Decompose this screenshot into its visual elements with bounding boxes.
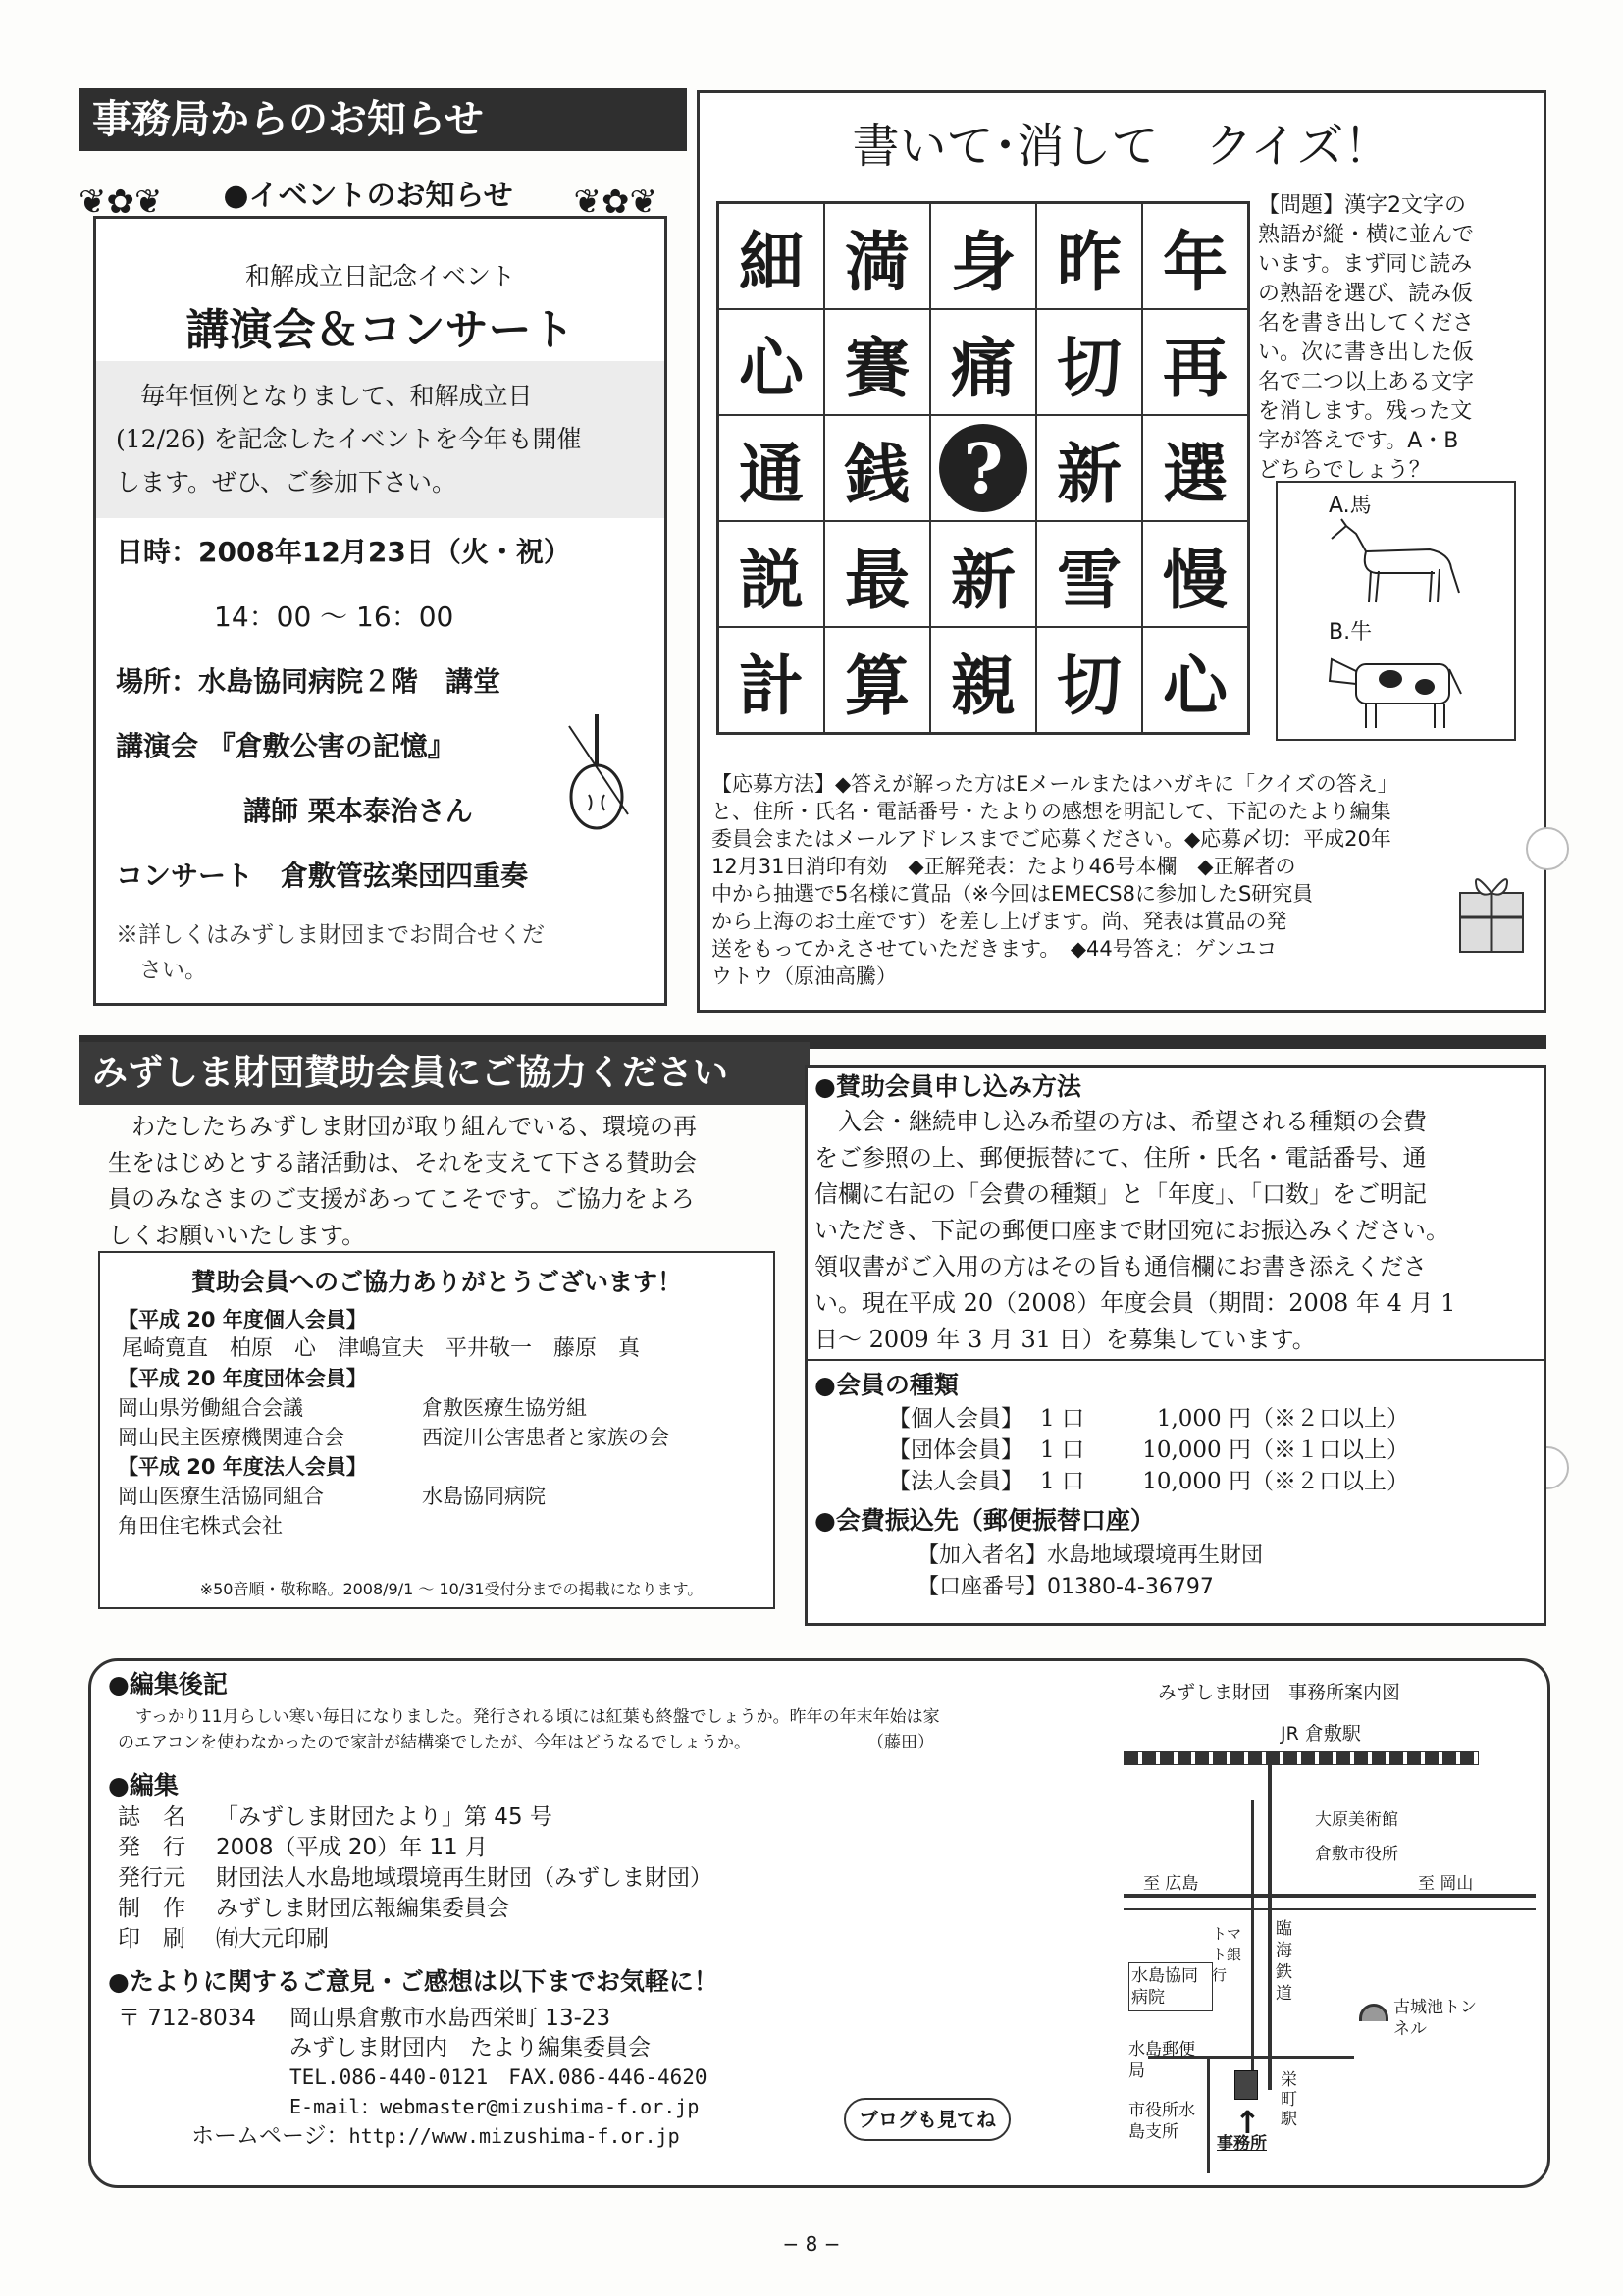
- contact-heading: ●たよりに関するご意見・ご感想は以下までお気軽に！: [108, 1967, 718, 1996]
- quiz-cell: 心: [718, 309, 824, 415]
- fee-amount: 1,000 円: [1156, 1406, 1251, 1432]
- quiz-title: 書いて･消して クイズ！: [852, 119, 1391, 174]
- map-branch-office: 市役所水島支所: [1128, 2101, 1195, 2142]
- quiz-grid: [716, 201, 1250, 735]
- edit-label: 誌 名: [118, 1804, 185, 1830]
- map-city-hall: 倉敷市役所: [1315, 1845, 1398, 1864]
- office-arrow-icon: ↑: [1234, 2104, 1261, 2141]
- address2: みずしま財団内 たより編集委員会: [289, 2035, 651, 2061]
- question-line: を消します。残った文: [1258, 399, 1473, 424]
- question-line: の熟語を選び、読み仮: [1258, 282, 1474, 306]
- notice-header: [79, 88, 687, 151]
- event-datetime: 日時：2008年12月23日（火・祝）: [116, 536, 571, 568]
- quiz-options-box: [1276, 481, 1516, 741]
- quiz-cell: 痛: [930, 309, 1036, 415]
- question-line: 熟語が縦・横に並んで: [1258, 223, 1475, 247]
- corp-label: 【平成 20 年度法人会員】: [118, 1455, 367, 1479]
- quiz-cell: 雪: [1036, 521, 1142, 627]
- member-list: [118, 1305, 765, 1540]
- fee-table: [888, 1403, 1536, 1497]
- edit-row: [118, 1833, 864, 1863]
- quiz-cell: 昨: [1036, 203, 1142, 309]
- apply-divider: [808, 1359, 1544, 1361]
- note-line-2: さい。: [139, 958, 207, 983]
- quiz-cell: 計: [718, 627, 824, 733]
- quiz-cell: 心: [1142, 627, 1248, 733]
- quiz-cell: 切: [1036, 627, 1142, 733]
- option-a-label: A.馬: [1329, 494, 1372, 518]
- edit-value: 2008（平成 20）年 11 月: [216, 1835, 488, 1860]
- fee-unit: 1 口: [1040, 1469, 1084, 1494]
- postscript: [118, 1704, 1089, 1755]
- punch-hole: [1526, 827, 1569, 870]
- quiz-question: [1258, 191, 1538, 486]
- map-rinkai-label: 臨海鉄道: [1276, 1919, 1292, 2004]
- map-hospital: 水島協同病院: [1128, 1962, 1213, 2011]
- apply-line: 中から抽選で5名様に賞品（※今回はEMECS8に参加したS研究員: [711, 882, 1314, 906]
- apply-line: 委員会またはメールアドレスまでご応募ください。◆応募〆切：平成20年: [711, 827, 1391, 851]
- quiz-apply: [711, 770, 1541, 990]
- fee-amount: 10,000 円: [1142, 1437, 1251, 1463]
- quiz-cell: 最: [824, 521, 930, 627]
- question-line: 名で二つ以上ある文字: [1258, 370, 1475, 394]
- event-heading-text: ●イベントのお知らせ: [223, 179, 513, 213]
- account-number: 【口座番号】01380-4-36797: [917, 1575, 1214, 1599]
- apply-line: ウトウ（原油高騰）: [711, 965, 897, 988]
- quiz-cell: 身: [930, 203, 1036, 309]
- individual-label: 【平成 20 年度個人会員】: [118, 1308, 367, 1331]
- edit-label: 制 作: [118, 1896, 185, 1921]
- notice-header-text: 事務局からのお知らせ: [92, 97, 484, 142]
- event-title: 講演会＆コンサート: [185, 305, 575, 355]
- edit-row: [118, 1802, 864, 1833]
- event-concert: コンサート 倉敷管弦楽団四重奏: [116, 860, 529, 892]
- address: 岡山県倉敷市水島西栄町 13-23: [289, 2006, 611, 2031]
- telfax: TEL.086-440-0121 FAX.086-446-4620: [289, 2065, 707, 2089]
- quiz-cell: 新: [930, 521, 1036, 627]
- edit-row: [118, 1924, 864, 1955]
- apply-line: と、住所・氏名・電話番号・たよりの感想を明記して、下記のたより編集: [711, 800, 1391, 823]
- map-to-okayama: 至 岡山: [1418, 1874, 1474, 1894]
- question-line: どちらでしょう？: [1258, 458, 1431, 483]
- payee-name: 【加入者名】水島地域環境再生財団: [917, 1543, 1264, 1568]
- quiz-cell: 説: [718, 521, 824, 627]
- apply-body-line: 領収書がご入用の方はその旨も通信欄にお書き添えくださ: [814, 1253, 1427, 1280]
- event-lecture: 講演会 『倉敷公害の記憶』: [116, 730, 455, 762]
- edit-label: 発行元: [118, 1865, 185, 1891]
- apply-method-body: [814, 1104, 1541, 1358]
- event-subtitle: 和解成立日記念イベント: [244, 262, 515, 290]
- quiz-cell: 算: [824, 627, 930, 733]
- edit-value: みずしま財団広報編集委員会: [216, 1896, 509, 1921]
- fee-row: [888, 1466, 1536, 1497]
- gift-icon: [1452, 863, 1531, 957]
- holly-right-icon: ❦✿❦: [573, 183, 657, 222]
- group-row-2: [118, 1423, 765, 1452]
- support-header-text: みずしま財団賛助会員にご協力ください: [92, 1053, 729, 1093]
- fee-type: 【法人会員】: [888, 1469, 1023, 1494]
- edit-row: [118, 1894, 864, 1924]
- map-office: 事務所: [1217, 2134, 1267, 2154]
- holly-left-icon: ❦✿❦: [79, 183, 163, 222]
- quiz-cell: 通: [718, 415, 824, 521]
- map-road-main: [1251, 1800, 1254, 2090]
- event-lecturer: 講師 栗本泰治さん: [243, 795, 473, 827]
- postscript-line: すっかり11月らしい寒い毎日になりました。発行される頃には紅葉も終盤でしょうか。昨年の年末年始は家: [135, 1707, 940, 1727]
- edit-row: [118, 1863, 864, 1894]
- corp-row-1: [118, 1482, 765, 1511]
- support-intro: [108, 1109, 795, 1254]
- intro-line-1: 毎年恒例となりまして、和解成立日: [140, 382, 533, 410]
- group-member: 岡山民主医療機関連合会: [118, 1426, 344, 1449]
- edit-value: 財団法人水島地域環境再生財団（みずしま財団）: [216, 1865, 712, 1891]
- postal-address: [118, 2004, 1001, 2033]
- map-rail-rinkai: [1268, 1756, 1272, 2090]
- office-map: [1089, 1668, 1541, 2154]
- apply-body-line: い。現在平成 20（2008）年度会員（期間：2008 年 4 月 1: [814, 1289, 1456, 1317]
- postscript-line: のエアコンを使わなかったので家計が結構楽でしたが、今年はどうなるでしょうか。 （藤田）: [118, 1733, 934, 1752]
- intro-line-2: (12/26) を記念したイベントを今年も開催: [116, 425, 582, 453]
- fee-type: 【個人会員】: [888, 1406, 1023, 1432]
- transfer-heading: ●会費振込先（郵便振替口座）: [814, 1506, 1155, 1535]
- fee-row: [888, 1435, 1536, 1466]
- event-intro: [116, 375, 665, 504]
- fee-amount: 10,000 円: [1142, 1469, 1251, 1494]
- apply-body-line: 入会・継続申し込み希望の方は、希望される種類の会費: [838, 1108, 1427, 1135]
- intro-line-3: します。ぜひ、ご参加下さい。: [116, 468, 457, 496]
- apply-line: 【応募方法】◆答えが解った方はEメールまたはハガキに「クイズの答え」: [711, 772, 1398, 796]
- support-intro-line: 員のみなさまのご支援があってこそです。ご協力をよろ: [108, 1185, 695, 1213]
- question-line: い。次に書き出した仮: [1258, 340, 1475, 365]
- apply-body-line: をご参照の上、郵便振替にて、住所・氏名・電話番号、通: [814, 1144, 1427, 1172]
- office-marker-icon: [1234, 2070, 1258, 2100]
- fee-note: （※１口以上）: [1251, 1437, 1409, 1463]
- group-member: 西淀川公害患者と家族の会: [422, 1426, 669, 1449]
- homepage-label: ホームページ：: [191, 2123, 349, 2149]
- event-place: 場所：水島協同病院２階 講堂: [116, 665, 501, 698]
- edit-label: 発 行: [118, 1835, 185, 1860]
- individual-names: 尾崎寛直 柏原 心 津嶋宣夫 平井敬一 藤原 真: [122, 1336, 641, 1361]
- apply-body-line: 日〜 2009 年 3 月 31 日）を募集しています。: [814, 1326, 1316, 1353]
- fee-row: [888, 1403, 1536, 1435]
- question-line: 名を書き出してくださ: [1258, 311, 1475, 336]
- support-intro-line: しくお願いいたします。: [108, 1222, 366, 1249]
- map-post-office: 水島郵便局: [1128, 2040, 1195, 2081]
- apply-method-heading: ●賛助会員申し込み方法: [814, 1072, 1081, 1101]
- map-ohara: 大原美術館: [1315, 1810, 1398, 1830]
- postal-code: 〒 712-8034: [118, 2006, 257, 2031]
- corp-row-2: 角田住宅株式会社: [118, 1514, 283, 1538]
- blog-bubble[interactable]: [844, 2098, 1011, 2141]
- apply-line: 12月31日消印有効 ◆正解発表：たより46号本欄 ◆正解者の: [711, 855, 1296, 878]
- quiz-cell: 年: [1142, 203, 1248, 309]
- blog-bubble-text: ブログも見てね: [859, 2108, 996, 2131]
- fee-note: （※２口以上）: [1251, 1469, 1409, 1494]
- support-intro-line: 生をはじめとする諸活動は、それを支えて下さる賛助会: [108, 1149, 697, 1176]
- group-label: 【平成 20 年度団体会員】: [118, 1367, 367, 1390]
- support-header: [79, 1042, 810, 1105]
- quiz-cell: 切: [1036, 309, 1142, 415]
- map-jr-station: JR 倉敷駅: [1281, 1723, 1361, 1745]
- quiz-cell: 銭: [824, 415, 930, 521]
- event-note: [116, 917, 665, 988]
- group-member: 倉敷医療生協労組: [422, 1396, 587, 1420]
- edit-heading: ●編集: [108, 1771, 179, 1800]
- question-line: います。まず同じ読み: [1258, 252, 1473, 277]
- question-line: 字が答えです。A・B: [1258, 429, 1459, 453]
- fee-heading: ●会員の種類: [814, 1371, 959, 1399]
- page-number: − 8 −: [782, 2232, 841, 2256]
- map-road-east-west: [1124, 1894, 1536, 1898]
- edit-value: ㈲大元印刷: [216, 1926, 329, 1952]
- edit-label: 印 刷: [118, 1926, 185, 1952]
- map-to-hiroshima: 至 広島: [1143, 1874, 1199, 1894]
- fee-note: （※２口以上）: [1251, 1406, 1409, 1432]
- thanks-title: 賛助会員へのご協力ありがとうございます！: [190, 1268, 682, 1296]
- edit-rows: [118, 1802, 864, 1955]
- map-kojo-tunnel: 古城池トンネル: [1393, 1998, 1477, 2039]
- map-tomato-bank: トマト銀行: [1212, 1925, 1242, 1984]
- note-line-1: ※詳しくはみずしま財団までお問合せくだ: [116, 922, 545, 948]
- event-heading: [59, 175, 677, 243]
- postscript-heading: ●編集後記: [108, 1670, 228, 1698]
- quiz-cell: [930, 415, 1036, 521]
- quiz-cell: 満: [824, 203, 930, 309]
- quiz-cell: 選: [1142, 415, 1248, 521]
- apply-line: から上海のお土産です）を差し上げます。尚、発表は賞品の発: [711, 910, 1287, 933]
- quiz-cell: 新: [1036, 415, 1142, 521]
- group-row-1: [118, 1393, 765, 1423]
- option-b-label: B.牛: [1329, 620, 1373, 645]
- quiz-cell: 再: [1142, 309, 1248, 415]
- group-member: 岡山県労働組合会議: [118, 1396, 303, 1420]
- transfer-info: [917, 1540, 1263, 1603]
- quiz-cell: 細: [718, 203, 824, 309]
- question-mark-icon: ?: [939, 424, 1027, 512]
- quiz-cell: 慢: [1142, 521, 1248, 627]
- corp-member: 水島協同病院: [422, 1485, 546, 1508]
- member-footnote: ※50音順・敬称略。2008/9/1 〜 10/31受付分までの掲載になります。: [199, 1580, 704, 1598]
- support-intro-line: わたしたちみずしま財団が取り組んでいる、環境の再: [131, 1113, 697, 1140]
- corp-member: 岡山医療生活協同組合: [118, 1485, 324, 1508]
- map-sakae-station: 栄町駅: [1281, 2070, 1297, 2129]
- event-time: 14：00 〜 16：00: [214, 600, 454, 633]
- horse-icon: [1322, 514, 1469, 607]
- email-link[interactable]: E-mail：webmaster@mizushima-f.or.jp: [289, 2095, 700, 2118]
- map-rail-jr: [1124, 1751, 1479, 1765]
- quiz-cell: 賽: [824, 309, 930, 415]
- cow-icon: [1322, 640, 1469, 733]
- map-road-east-west-2: [1124, 1908, 1536, 1910]
- quiz-cell: 親: [930, 627, 1036, 733]
- apply-body-line: いただき、下記の郵便口座まで財団宛にお振込みください。: [814, 1217, 1450, 1244]
- question-line: 【問題】漢字2文字の: [1258, 193, 1466, 218]
- violin-icon: [559, 706, 638, 834]
- fee-type: 【団体会員】: [888, 1437, 1023, 1463]
- apply-line: 送をもってかえさせていただきます。 ◆44号答え：ゲンユコ: [711, 937, 1278, 961]
- fee-unit: 1 口: [1040, 1406, 1084, 1432]
- map-road-lower-2: [1207, 2056, 1210, 2173]
- homepage-link[interactable]: http://www.mizushima-f.or.jp: [348, 2124, 680, 2148]
- tunnel-icon: [1359, 2004, 1388, 2021]
- fee-unit: 1 口: [1040, 1437, 1084, 1463]
- map-title: みずしま財団 事務所案内図: [1158, 1682, 1401, 1703]
- edit-value: 「みずしま財団たより」第 45 号: [216, 1804, 552, 1830]
- apply-body-line: 信欄に右記の「会費の種類」と「年度」、「口数」をご明記: [814, 1180, 1427, 1208]
